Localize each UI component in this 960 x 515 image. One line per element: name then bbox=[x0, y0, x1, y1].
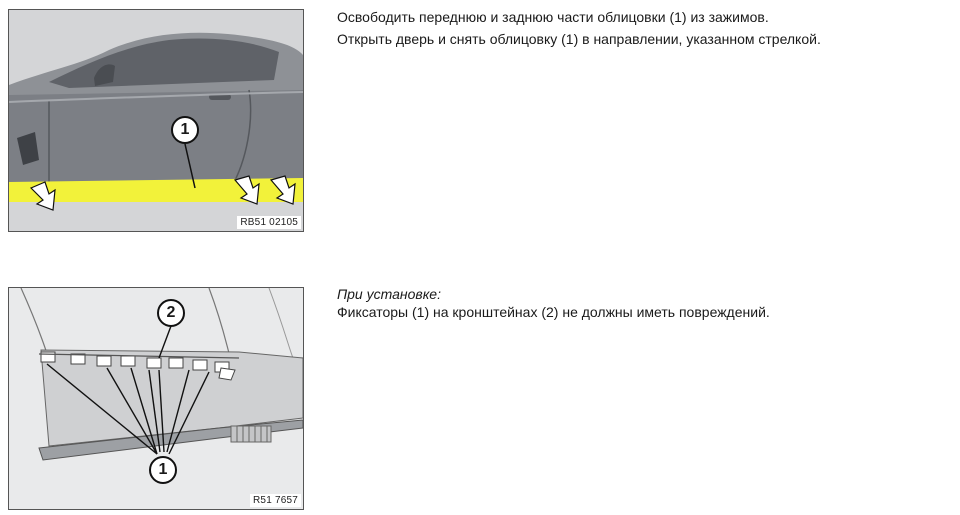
installation-heading: При установке: bbox=[337, 286, 441, 302]
figure-code: R51 7657 bbox=[250, 494, 301, 507]
car-side-illustration bbox=[9, 10, 303, 231]
figure-door-sill-removal bbox=[8, 9, 304, 232]
instruction-step-2 bbox=[337, 285, 770, 321]
instruction-line: Освободить переднюю и заднюю части облицовки (1) из зажимов. bbox=[337, 9, 769, 25]
callout-1: 1 bbox=[149, 456, 177, 484]
callout-1: 1 bbox=[171, 116, 199, 144]
installation-note: Фиксаторы (1) на кронштейнах (2) не должны иметь повреждений. bbox=[337, 304, 770, 320]
figure-clips-brackets bbox=[8, 287, 304, 510]
instruction-step-1 bbox=[337, 6, 821, 50]
instruction-line: Открыть дверь и снять облицовку (1) в направлении, указанном стрелкой. bbox=[337, 31, 821, 47]
callout-2: 2 bbox=[157, 299, 185, 327]
figure-code: RB51 02105 bbox=[237, 216, 301, 229]
